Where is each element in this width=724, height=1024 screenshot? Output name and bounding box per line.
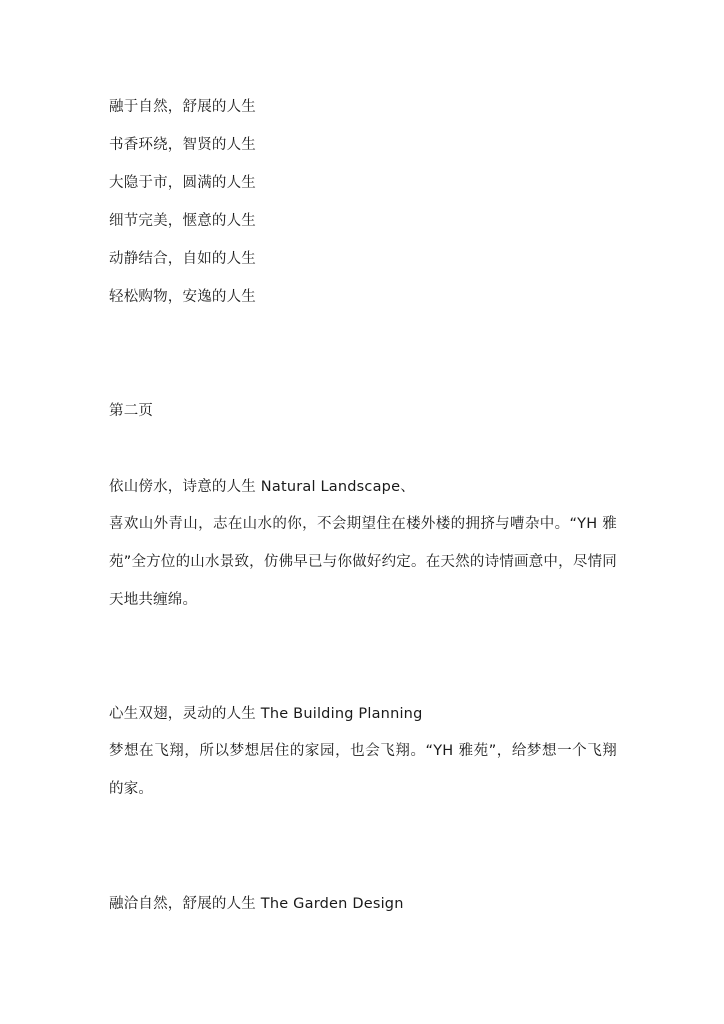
page-marker: 第二页 <box>109 403 154 419</box>
intro-line: 动静结合，自如的人生 <box>109 251 256 267</box>
intro-line: 细节完美，惬意的人生 <box>109 213 256 229</box>
section-body-landscape: 喜欢山外青山，志在山水的你，不会期望住在楼外楼的拥挤与嘈杂中。“YH 雅苑”全方位的山水景致，仿佛早已与你做好约定。在天然的诗情画意中，尽情同天地共缠绵。 <box>109 516 617 608</box>
intro-line: 融于自然，舒展的人生 <box>109 99 256 115</box>
intro-line: 轻松购物，安逸的人生 <box>109 289 256 305</box>
section-heading-garden: 融洽自然，舒展的人生 The Garden Design <box>109 896 404 912</box>
section-body-building: 梦想在飞翔，所以梦想居住的家园，也会飞翔。“YH 雅苑”，给梦想一个飞翔的家。 <box>109 743 617 797</box>
section-heading-building: 心生双翅，灵动的人生 The Building Planning <box>109 706 423 722</box>
section-heading-landscape: 依山傍水，诗意的人生 Natural Landscape、 <box>109 479 415 495</box>
intro-line: 书香环绕，智贤的人生 <box>109 137 256 153</box>
intro-line: 大隐于市，圆满的人生 <box>109 175 256 191</box>
